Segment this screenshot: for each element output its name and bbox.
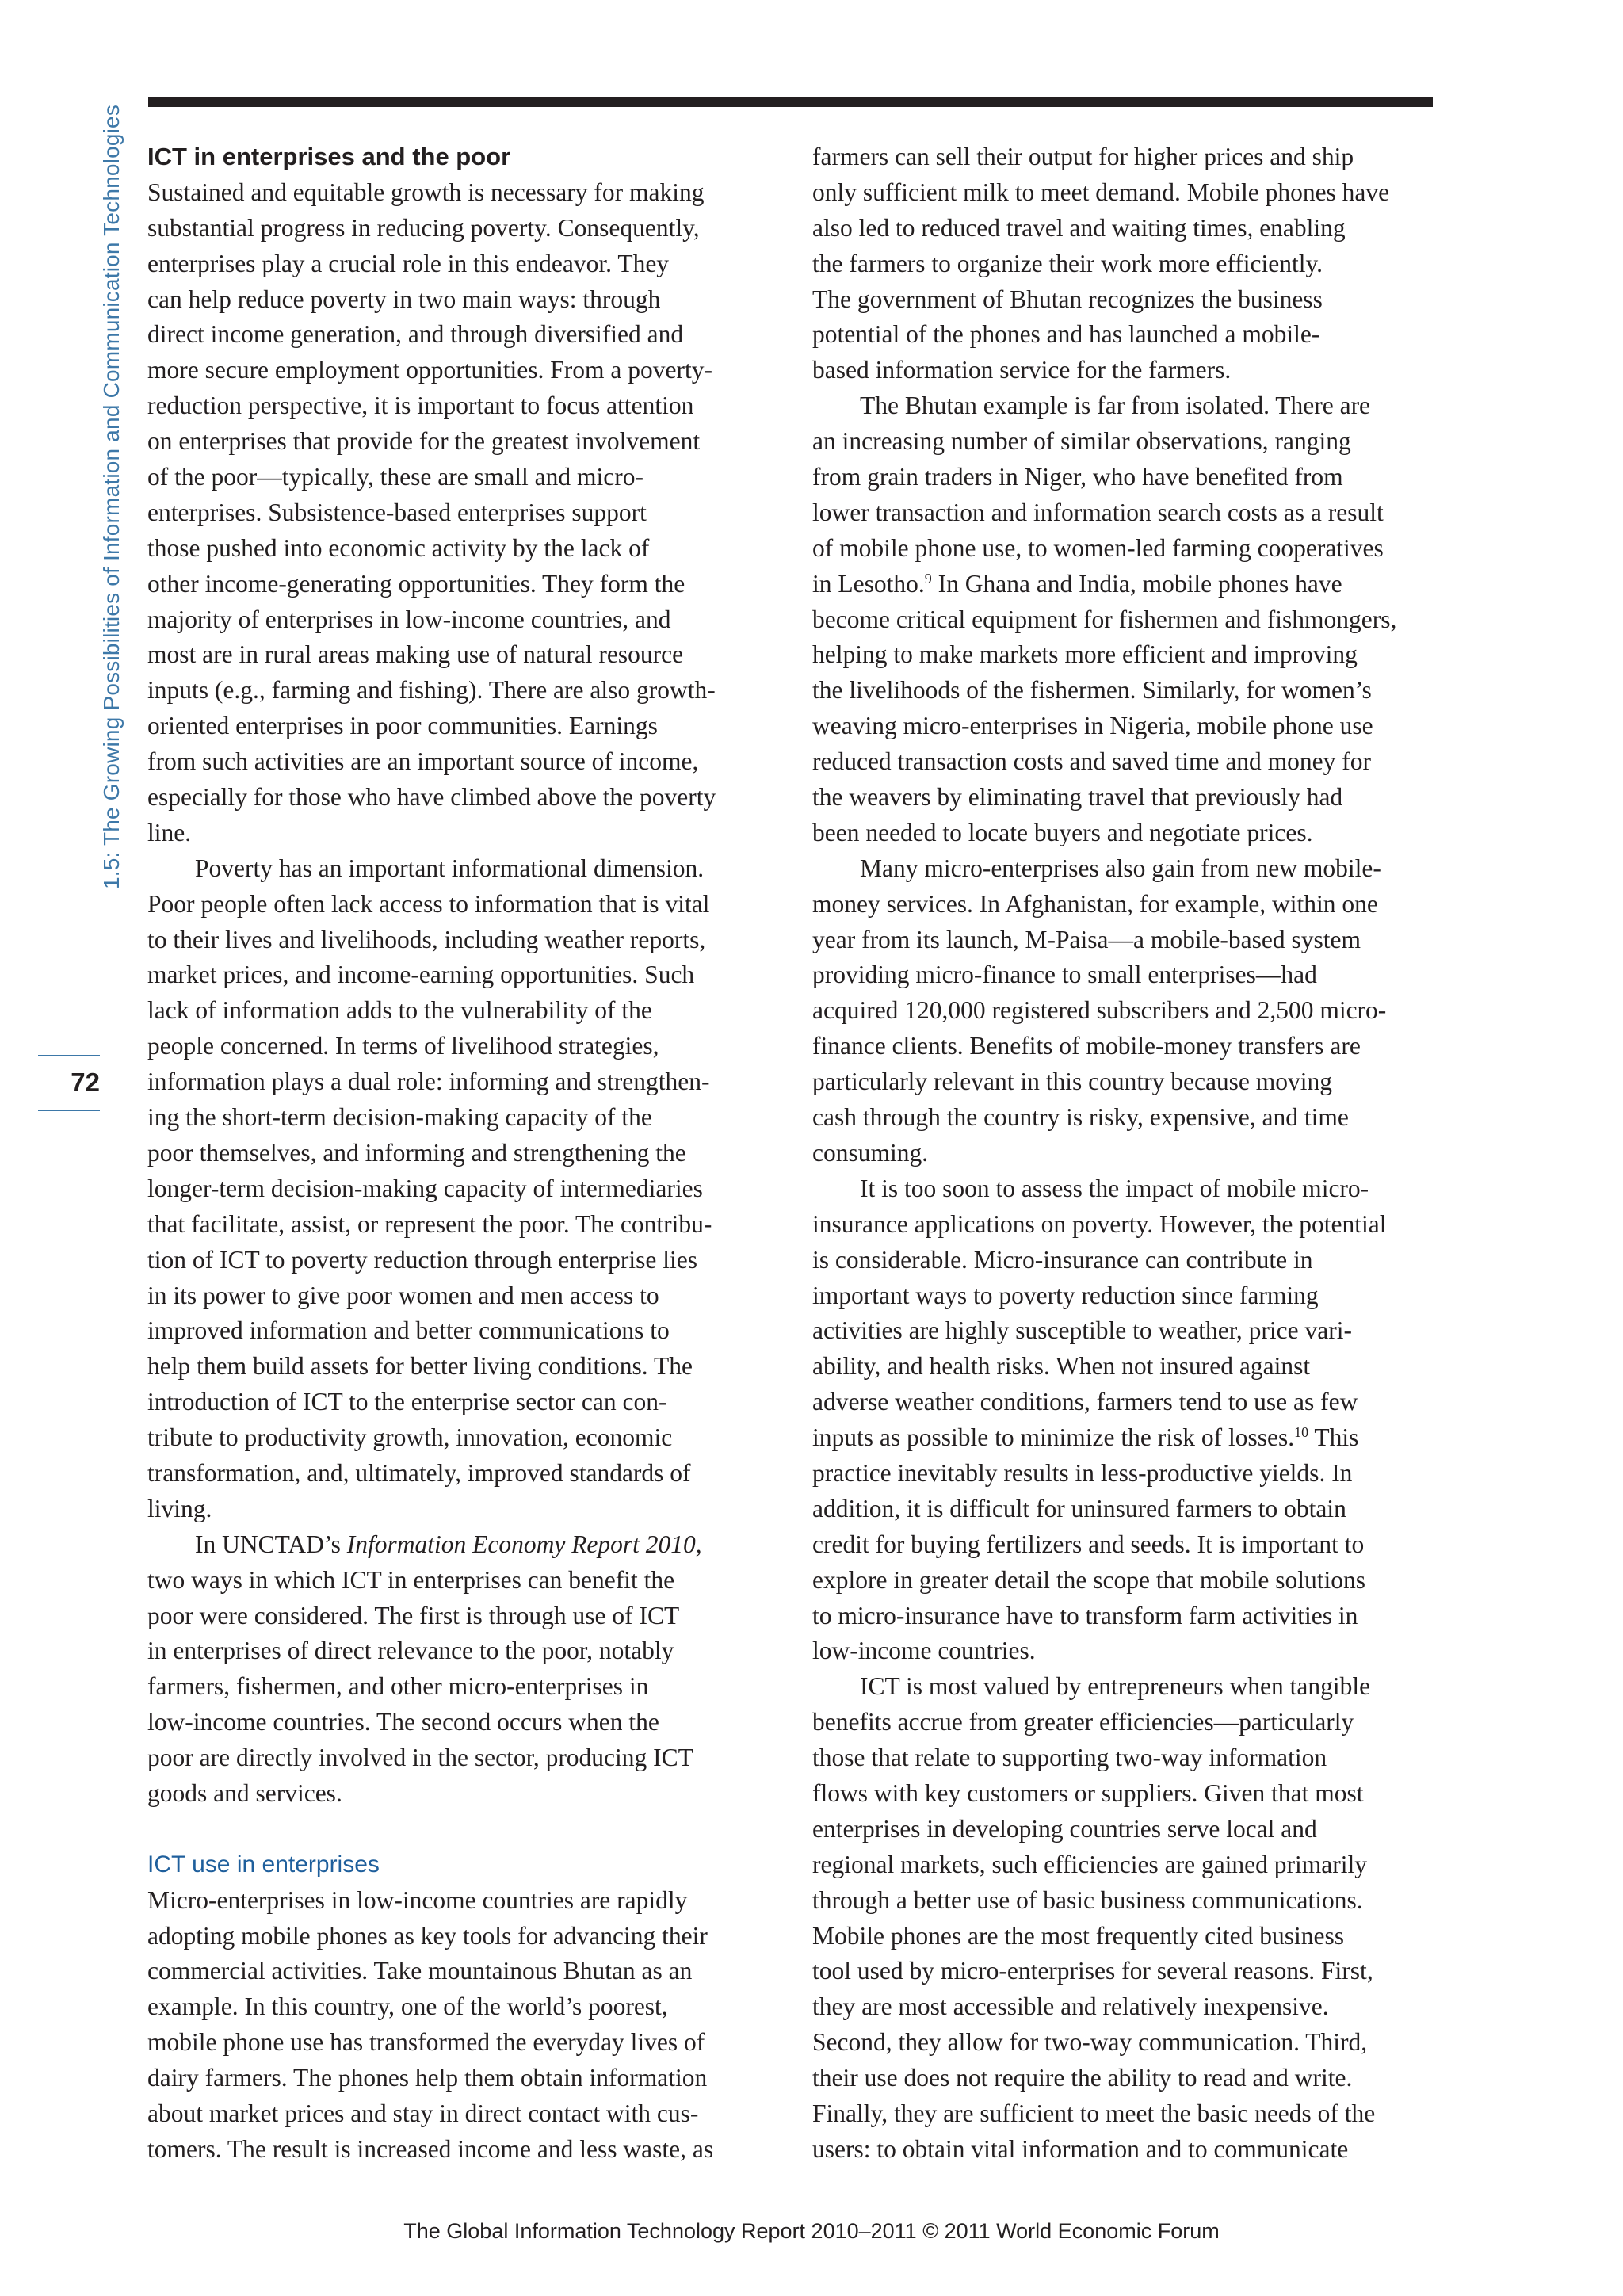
paragraph-line: oriented enterprises in poor communities. Earnings [147,712,658,740]
paragraph-line: addition, it is difficult for uninsured farmers to obtain [812,1494,1346,1522]
paragraph-line: finance clients. Benefits of mobile-money transfers are [812,1032,1361,1060]
paragraph-line: information plays a dual role: informing and strengthen- [147,1068,710,1096]
paragraph-line: to their lives and livelihoods, including weather reports, [147,925,706,953]
paragraph-line: based information service for the farmers. [812,356,1232,384]
subsection-heading: ICT use in enterprises [147,1851,380,1878]
paragraph-line: goods and services. [147,1778,342,1807]
paragraph-line: cash through the country is risky, expensive, and time [812,1103,1349,1132]
paragraph-line: Many micro-enterprises also gain from new mobile- [860,854,1381,882]
paragraph-line: only sufficient milk to meet demand. Mobile phones have [812,178,1390,206]
paragraph-line: In UNCTAD’s Information Economy Report 2010, [195,1530,702,1558]
paragraph-line: poor were considered. The first is through use of ICT [147,1601,680,1629]
paragraph-line: weaving micro-enterprises in Nigeria, mobile phone use [812,712,1373,740]
paragraph-line: through a better use of basic business communications. [812,1885,1363,1914]
paragraph-line: those pushed into economic activity by the lack of [147,533,650,562]
paragraph-line: regional markets, such efficiencies are gained primarily [812,1850,1367,1878]
left-column [147,139,766,2168]
running-head: 1.5: The Growing Possibilities of Information and Communication Technologies [99,104,124,889]
right-paragraph-3 [812,851,1430,1171]
footnote-ref-9: 9 [924,570,932,586]
paragraph-line: is considerable. Micro-insurance can contribute in [812,1245,1313,1274]
paragraph-line: been needed to locate buyers and negotiate prices. [812,818,1313,846]
paragraph-line: inputs as possible to minimize the risk of losses.$^{10}$ This [812,1423,1359,1452]
paragraph-line: become critical equipment for fishermen and fishmongers, [812,605,1397,633]
paragraph-line: especially for those who have climbed above the poverty [147,783,716,812]
paragraph-line: users: to obtain vital information and to communicate [812,2134,1349,2163]
paragraph-line: improved information and better communications to [147,1316,670,1345]
paragraph-line: farmers can sell their output for higher prices and ship [812,143,1354,170]
paragraph-line: can help reduce poverty in two main ways: through [147,285,661,313]
paragraph-line: the farmers to organize their work more efficiently. [812,249,1323,277]
paragraph-line: Poor people often lack access to information that is vital [147,889,710,918]
left-paragraph-4 [147,1883,766,2168]
paragraph-line: practice inevitably results in less-productive yields. In [812,1458,1353,1487]
paragraph-line: adopting mobile phones as key tools for advancing their [147,1921,708,1950]
left-paragraph-2 [147,851,766,1527]
right-column [812,139,1430,2168]
paragraph-line: their use does not require the ability to read and write. [812,2064,1353,2092]
paragraph-line: reduction perspective, it is important to focus attention [147,392,694,420]
paragraph-line: commercial activities. Take mountainous Bhutan as an [147,1957,693,1985]
page-number-rule-top [38,1055,100,1056]
paragraph-line: more secure employment opportunities. From a poverty- [147,356,712,384]
paragraph-line: dairy farmers. The phones help them obtain information [147,2064,708,2092]
paragraph-line: most are in rural areas making use of natural resource [147,640,684,669]
right-paragraph-5 [812,1669,1430,2167]
paragraph-line: year from its launch, M-Paisa—a mobile-based system [812,925,1361,953]
paragraph-line: enterprises in developing countries serve local and [812,1814,1317,1843]
paragraph-line: of the poor—typically, these are small and micro- [147,463,644,491]
paragraph-line: from grain traders in Niger, who have benefited from [812,463,1343,491]
paragraph-line: poor are directly involved in the sector, producing ICT [147,1744,693,1772]
paragraph-line: other income-generating opportunities. They form the [147,569,685,598]
paragraph-line: about market prices and stay in direct contact with cus- [147,2099,699,2127]
paragraph-line: benefits accrue from greater efficiencies—particularly [812,1708,1354,1736]
paragraph-line: tribute to productivity growth, innovation, economic [147,1423,673,1452]
paragraph-line: people concerned. In terms of livelihood strategies, [147,1032,659,1060]
paragraph-line: an increasing number of similar observations, ranging [812,427,1351,456]
report-title: Information Economy Report 2010, [346,1530,702,1558]
paragraph-line: tomers. The result is increased income and less waste, as [147,2134,714,2163]
left-paragraph-1 [147,175,766,851]
paragraph-line: they are most accessible and relatively inexpensive. [812,1992,1329,2021]
paragraph-line: It is too soon to assess the impact of mobile micro- [860,1174,1369,1202]
paragraph-line: the weavers by eliminating travel that previously had [812,783,1343,812]
paragraph-line: two ways in which ICT in enterprises can benefit the [147,1565,675,1594]
section-heading: ICT in enterprises and the poor [147,143,511,170]
paragraph-line: of mobile phone use, to women-led farming cooperatives [812,533,1384,562]
paragraph-line: reduced transaction costs and saved time and money for [812,747,1372,776]
paragraph-line: low-income countries. The second occurs when the [147,1708,659,1736]
paragraph-line: in Lesotho.$^9$ In Ghana and India, mobile phones have [812,569,1342,598]
left-paragraph-3 [147,1527,766,1812]
right-paragraph-2 [812,388,1430,851]
page-footer: The Global Information Technology Report 2010–2011 © 2011 World Economic Forum [403,2219,1220,2243]
paragraph-line: ing the short-term decision-making capacity of the [147,1103,652,1132]
paragraph-line: those that relate to supporting two-way information [812,1744,1327,1772]
paragraph-line: activities are highly susceptible to weather, price vari- [812,1316,1352,1345]
paragraph-line: mobile phone use has transformed the everyday lives of [147,2028,705,2057]
paragraph-line: inputs (e.g., farming and fishing). There are also growth- [147,676,716,705]
paragraph-line: the livelihoods of the fishermen. Similarly, for women’s [812,676,1372,705]
paragraph-line: The government of Bhutan recognizes the business [812,285,1323,313]
paragraph-line: adverse weather conditions, farmers tend to use as few [812,1388,1358,1416]
paragraph-line: lack of information adds to the vulnerability of the [147,996,652,1025]
paragraph-line: longer-term decision-making capacity of intermediaries [147,1174,703,1202]
paragraph-line: example. In this country, one of the world’s poorest, [147,1992,668,2021]
paragraph-line: tion of ICT to poverty reduction through enterprise lies [147,1245,698,1274]
paragraph-line: direct income generation, and through diversified and [147,320,684,349]
paragraph-line: in its power to give poor women and men access to [147,1281,659,1309]
paragraph-line: The Bhutan example is far from isolated. There are [860,392,1371,420]
paragraph-line: living. [147,1494,212,1522]
paragraph-line: Second, they allow for two-way communication. Third, [812,2028,1368,2057]
paragraph-line: majority of enterprises in low-income countries, and [147,605,671,633]
top-rule [148,97,1433,107]
paragraph-line: to micro-insurance have to transform farm activities in [812,1601,1358,1629]
paragraph-line: from such activities are an important source of income, [147,747,699,776]
paragraph-line: line. [147,818,192,846]
paragraph-line: farmers, fishermen, and other micro-enterprises in [147,1672,649,1701]
paragraph-line: substantial progress in reducing poverty. Consequently, [147,213,700,242]
paragraph-line: introduction of ICT to the enterprise sector can con- [147,1388,667,1416]
paragraph-line: Micro-enterprises in low-income countries are rapidly [147,1885,688,1914]
paragraph-line: Poverty has an important informational dimension. [195,854,705,882]
paragraph-line: help them build assets for better living conditions. The [147,1352,693,1381]
paragraph-line: helping to make markets more efficient and improving [812,640,1358,669]
paragraph-line: Sustained and equitable growth is necessary for making [147,178,705,206]
page-number-rule-bottom [38,1110,100,1111]
paragraph-line: Finally, they are sufficient to meet the basic needs of the [812,2099,1376,2127]
paragraph-line: transformation, and, ultimately, improved standards of [147,1458,691,1487]
paragraph-line: Mobile phones are the most frequently cited business [812,1921,1344,1950]
paragraph-line: ability, and health risks. When not insured against [812,1352,1311,1381]
paragraph-line: enterprises. Subsistence-based enterprises support [147,498,647,526]
paragraph-line: lower transaction and information search costs as a result [812,498,1384,526]
paragraph-line: credit for buying fertilizers and seeds. It is important to [812,1530,1365,1558]
right-paragraph-4 [812,1171,1430,1669]
paragraph-line: insurance applications on poverty. However, the potential [812,1209,1387,1238]
paragraph-line: acquired 120,000 registered subscribers and 2,500 micro- [812,996,1387,1025]
right-paragraph-1 [812,139,1430,388]
paragraph-line: in enterprises of direct relevance to the poor, notably [147,1637,674,1665]
paragraph-line: market prices, and income-earning opportunities. Such [147,961,695,989]
paragraph-line: on enterprises that provide for the greatest involvement [147,427,701,456]
paragraph-line: also led to reduced travel and waiting times, enabling [812,213,1346,242]
paragraph-line: explore in greater detail the scope that mobile solutions [812,1565,1366,1594]
paragraph-line: low-income countries. [812,1637,1036,1665]
paragraph-line: poor themselves, and informing and strengthening the [147,1138,686,1167]
paragraph-line: important ways to poverty reduction since farming [812,1281,1319,1309]
paragraph-line: money services. In Afghanistan, for example, within one [812,889,1378,918]
paragraph-line: tool used by micro-enterprises for several reasons. First, [812,1957,1373,1985]
paragraph-line: providing micro-finance to small enterprises—had [812,961,1317,989]
footnote-ref-10: 10 [1294,1424,1309,1441]
page-number: 72 [71,1068,100,1097]
paragraph-line: ICT is most valued by entrepreneurs when tangible [860,1672,1371,1701]
paragraph-line: flows with key customers or suppliers. Given that most [812,1778,1364,1807]
paragraph-line: enterprises play a crucial role in this endeavor. They [147,249,670,277]
paragraph-line: that facilitate, assist, or represent the poor. The contribu- [147,1209,712,1238]
paragraph-line: potential of the phones and has launched a mobile- [812,320,1320,349]
paragraph-line: particularly relevant in this country because moving [812,1068,1333,1096]
paragraph-line: consuming. [812,1138,929,1167]
